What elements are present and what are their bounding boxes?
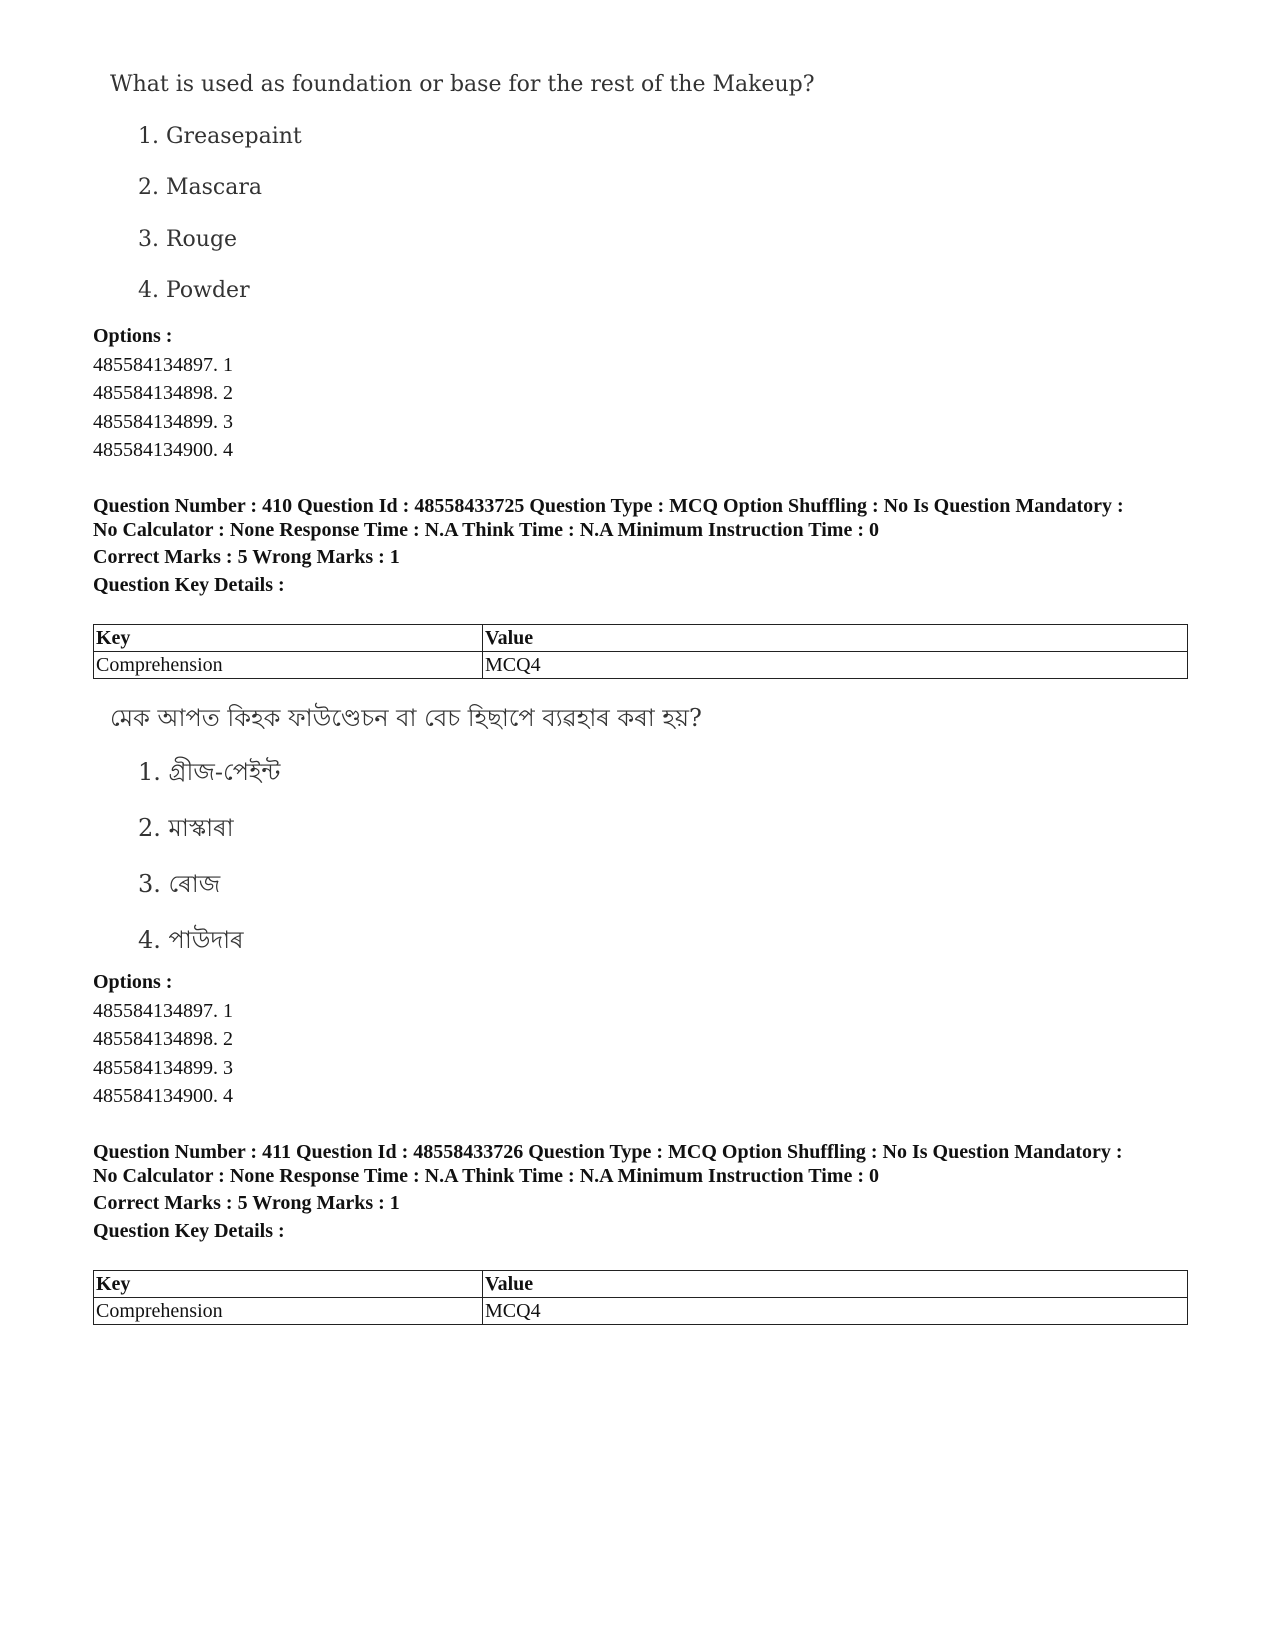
question-411-meta	[93, 1140, 1123, 1243]
option-line: 485584134898. 2	[93, 1028, 233, 1050]
choice-3: 3. ৰোজ	[138, 870, 221, 898]
choice-3: 3. Rouge	[138, 227, 238, 252]
options-label: Options :	[93, 971, 173, 993]
question-text: মেক আপত কিহক ফাউণ্ডেচন বা বেচ হিছাপে ব্যৱহাৰ কৰা হয়?	[110, 704, 702, 732]
table-cell-key: Comprehension	[94, 1298, 483, 1325]
choice-4: 4. Powder	[138, 278, 250, 303]
question-text: What is used as foundation or base for the rest of the Makeup?	[110, 72, 815, 97]
marks-line: Correct Marks : 5 Wrong Marks : 1	[93, 1192, 400, 1214]
option-line: 485584134899. 3	[93, 410, 233, 433]
table-row	[94, 652, 1188, 679]
option-line: 485584134900. 4	[93, 1085, 233, 1107]
meta-line-1: Question Number : 410 Question Id : 48558433725 Question Type : MCQ Option Shuffling : No Is Question Mandatory :	[93, 495, 1124, 517]
table-cell-value: MCQ4	[483, 652, 1188, 679]
table-header-key: Key	[94, 1271, 483, 1298]
question-410-meta	[93, 494, 1124, 597]
table-cell-value: MCQ4	[483, 1298, 1188, 1325]
table-header-key: Key	[94, 625, 483, 652]
question-409-image	[110, 72, 815, 312]
options-label: Options :	[93, 325, 173, 347]
marks-line: Correct Marks : 5 Wrong Marks : 1	[93, 546, 400, 568]
table-row	[94, 1298, 1188, 1325]
option-line: 485584134897. 1	[93, 353, 233, 376]
choice-2: 2. মাস্কাৰা	[138, 814, 234, 842]
option-line: 485584134900. 4	[93, 439, 233, 461]
choice-2: 2. Mascara	[138, 175, 262, 200]
options-block-410	[93, 968, 233, 1111]
key-details-label: Question Key Details :	[93, 1220, 285, 1242]
choice-4: 4. পাউদাৰ	[138, 926, 244, 954]
choice-1: 1. Greasepaint	[138, 124, 302, 149]
table-cell-key: Comprehension	[94, 652, 483, 679]
meta-line-2: No Calculator : None Response Time : N.A Think Time : N.A Minimum Instruction Time : 0	[93, 519, 879, 541]
table-header-row	[94, 1271, 1188, 1298]
option-line: 485584134898. 2	[93, 382, 233, 404]
key-details-table-411	[93, 1270, 1188, 1325]
table-header-row	[94, 625, 1188, 652]
table-header-value: Value	[483, 625, 1188, 652]
key-details-label: Question Key Details :	[93, 574, 285, 596]
question-410-image	[110, 700, 810, 960]
key-details-table-410	[93, 624, 1188, 679]
table-header-value: Value	[483, 1271, 1188, 1298]
options-block-409	[93, 322, 233, 465]
option-line: 485584134899. 3	[93, 1056, 233, 1079]
meta-line-2: No Calculator : None Response Time : N.A Think Time : N.A Minimum Instruction Time : 0	[93, 1165, 879, 1187]
choice-1: 1. গ্ৰীজ-পেইন্ট	[138, 758, 281, 786]
option-line: 485584134897. 1	[93, 999, 233, 1022]
meta-line-1: Question Number : 411 Question Id : 48558433726 Question Type : MCQ Option Shuffling : No Is Question Mandatory :	[93, 1141, 1123, 1163]
